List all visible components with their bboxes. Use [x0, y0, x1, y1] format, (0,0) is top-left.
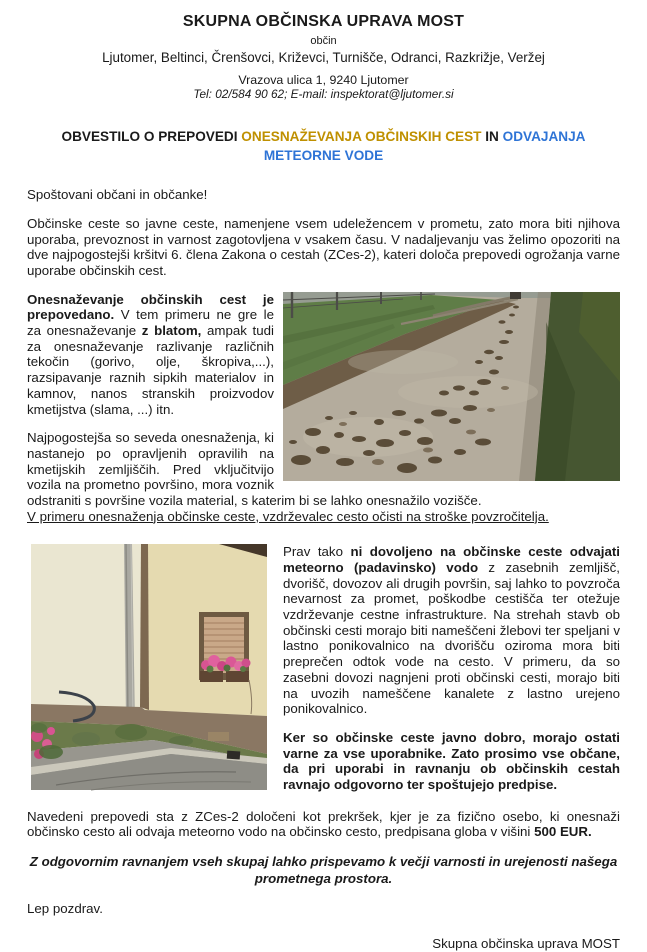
flower-box [226, 671, 249, 682]
org-subline: občin [310, 34, 337, 47]
house-photo [31, 544, 267, 790]
cleanup-cost-note: V primeru onesnaženja občinske ceste, vzdrževalec cesto očisti na stroške povzročitelja. [27, 508, 549, 524]
drain-outlet [227, 751, 241, 760]
notice-title-blue: ODVAJANJA METEORNE VODE [263, 129, 586, 164]
flower-box [200, 671, 223, 682]
farm-pollution-paragraph: Najpogostejša so seveda onesnaženja, ki nastanejo po opravljenih opravilih na kmetijskih zemljiščih. Pred vključitvijo vozila na prometno površino, mora voznik odstraniti s površine vozila material, s katerim bi se lahko onesnažilo vozišče. [27, 430, 482, 508]
stormwater-section [27, 544, 620, 792]
org-address: Vrazova ulica 1, 9240 Ljutomer [238, 72, 409, 87]
manhole-cover [208, 732, 229, 741]
notice-title-black-1: OBVESTILO O PREPOVEDI [61, 129, 238, 145]
penalty-amount: 500 EUR. [534, 824, 592, 840]
road-photo [283, 292, 620, 481]
corner-trim [140, 544, 149, 710]
stormwater-paragraph: Prav tako ni dovoljeno na občinske ceste odvajati meteorno (padavinsko) vodo z zasebnih zemljišč, dvorišč, dovozov ali drugih površin, saj lahko to povzroča nevarnost za promet, poškodbe cestišča ter otežuje vzdrževanje cestne infrastrukture. Na strehah stavb ob občinski cesti morajo biti nameščeni žlebovi ter speljani v lastno ponikovalnico na dvorišču oziroma mora biti preprečen odtok vode na cesto. V primeru, da so zasebni dovozi nagnjeni proti občinski cesti, morajo biti na uvozih nameščene kanalete z lastno urejeno ponikovalnico. [283, 544, 620, 717]
municipality-list: Ljutomer, Beltinci, Črenšovci, Križevci, Turnišče, Odranci, Razkrižje, Veržej [102, 49, 545, 65]
house-photo-illustration [31, 544, 267, 790]
penalty-paragraph: Navedeni prepovedi sta z ZCes-2 določeni kot prekršek, kjer je za fizično osebo, ki onesnaži občinsko cesto ali odvaja meteorno vodo na občinsko cesto, predpisana globa v višini 500 EUR. [27, 808, 620, 840]
notice-title [32, 127, 616, 165]
org-name: SKUPNA OBČINSKA UPRAVA MOST [182, 13, 465, 30]
distant-vehicle [510, 292, 521, 299]
farewell: Lep pozdrav. [27, 900, 103, 916]
notice-title-gold: ONESNAŽEVANJA OBČINSKIH CEST [241, 129, 482, 145]
signature: Skupna občinska uprava MOST [432, 936, 620, 952]
pollution-section [27, 292, 620, 525]
public-good-paragraph: Ker so občinske ceste javno dobro, morajo ostati varne za vse uporabnike. Zato prosimo vse občane, da pri uporabi in ravnanju ob občinskih cestah ravnajo odgovorno ter spoštujejo predpise. [283, 729, 620, 792]
notice-title-black-2: IN [485, 129, 499, 145]
pollution-paragraph: Onesnaževanje občinskih cest je prepovedano. V tem primeru ne gre le za onesnaževanje z blatom, ampak tudi za onesnaževanje razlivanje različnih tekočin (gorivo, olje, škropiva,...), razsipavanje raznih sipkih materialov in kamnov, nanos stranskih proizvodov kmetijstva (slama, ...) itn. [27, 291, 274, 417]
shutter-slats [204, 623, 244, 659]
grass-tuft [115, 724, 147, 740]
slogan: Z odgovornim ravnanjem vseh skupaj lahko prispevamo k večji varnosti in urejenosti našega prometnega prostora. [29, 854, 618, 887]
org-contact: Tel: 02/584 90 62; E-mail: inspektorat@ljutomer.si [193, 87, 454, 102]
greeting: Spoštovani občani in občanke! [27, 187, 208, 203]
letterhead [27, 13, 620, 102]
road-photo-illustration [283, 292, 620, 481]
intro-paragraph: Občinske ceste so javne ceste, namenjene vsem udeležencem v prometu, zato mora biti njihova uporaba, prevoznost in varnost zagotovljena v vsakem času. V nadaljevanju vas želimo opozoriti na dve najpogostejši kršitvi 6. člena Zakona o cestah (ZCes-2), kateri določa prepovedi ogrožanja varne uporabe občinskih cest. [27, 215, 620, 278]
